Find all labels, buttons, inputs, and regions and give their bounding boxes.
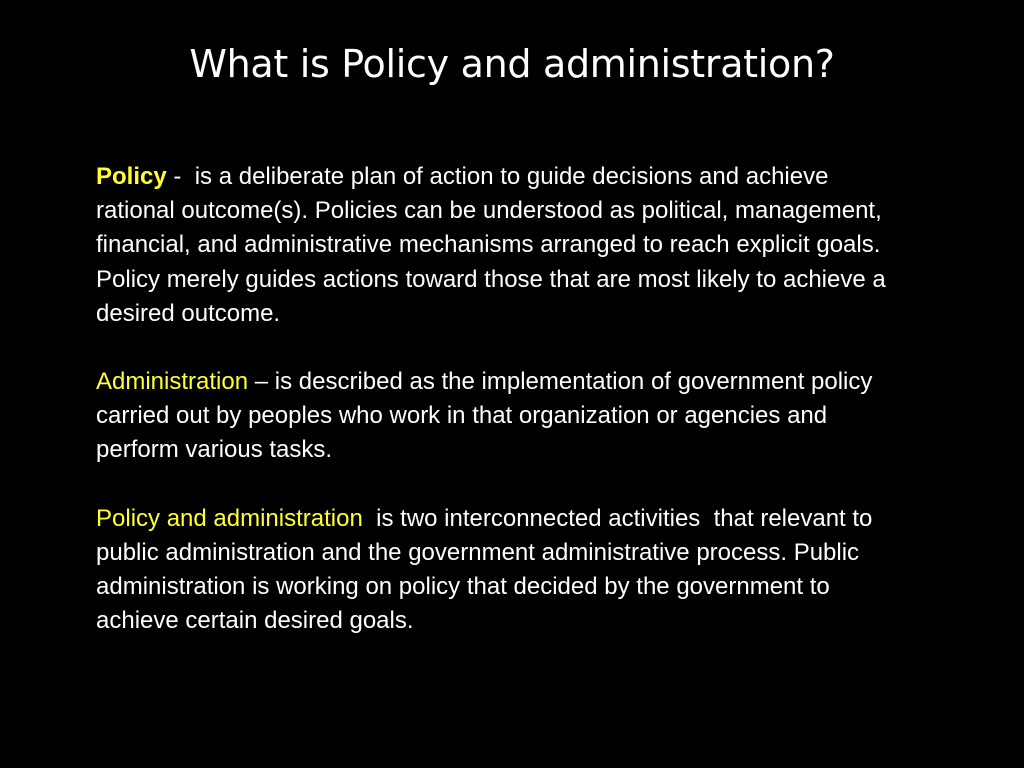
definition-administration: – is described as the implementation of government policy carried out by peoples who work in that organization or agencies and perform various tasks. <box>96 368 880 464</box>
definition-policy-and-administration: is two interconnected activities that relevant to public administration and the government administrative process. Public administration is working on policy that decided by the government to achieve certain desired goals. <box>96 504 880 635</box>
slide-body <box>96 160 896 672</box>
term-administration: Administration <box>96 368 249 396</box>
term-policy-and-administration: Policy and administration <box>96 504 363 532</box>
paragraph-policy-and-administration <box>96 502 896 639</box>
paragraph-administration <box>96 365 896 468</box>
slide-title: What is Policy and administration? <box>189 42 835 86</box>
paragraph-policy <box>96 160 896 331</box>
definition-policy: - is a deliberate plan of action to guide decisions and achieve rational outcome(s). Policies can be understood as political, management, financial, and administrative mechanisms arranged to reach explicit goals. Policy merely guides actions toward those that are most likely to achieve a desired outcome. <box>96 163 893 327</box>
term-policy: Policy <box>96 163 167 190</box>
